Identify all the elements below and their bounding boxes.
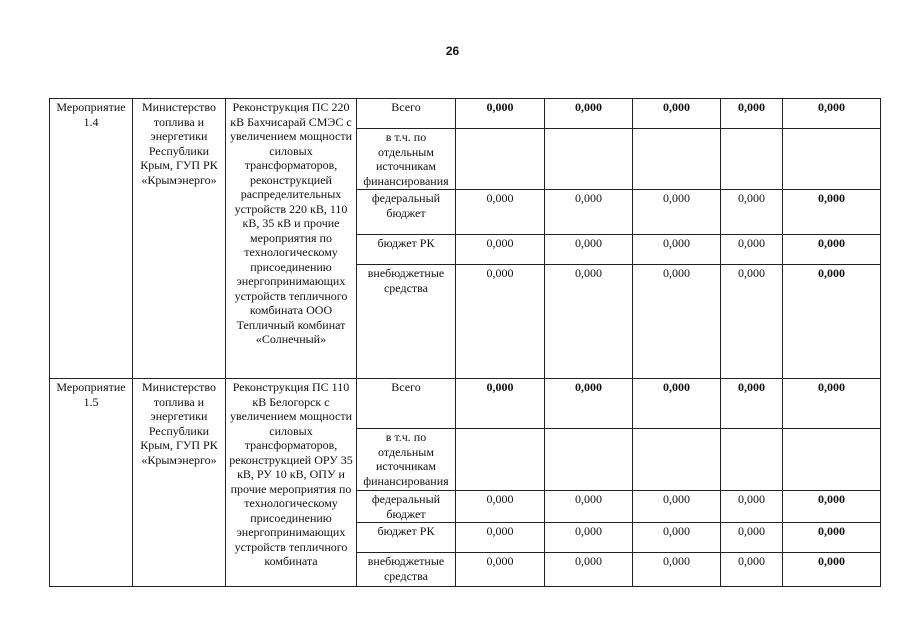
value-cell bbox=[545, 429, 633, 491]
value-cell bbox=[456, 429, 545, 491]
value-cell: 0,000 bbox=[456, 491, 545, 523]
value-cell: 0,000 bbox=[721, 235, 783, 265]
value-cell: 0,000 bbox=[783, 491, 881, 523]
value-cell: 0,000 bbox=[545, 99, 633, 129]
value-cell bbox=[721, 429, 783, 491]
value-cell: 0,000 bbox=[721, 553, 783, 587]
value-cell: 0,000 bbox=[721, 491, 783, 523]
value-cell bbox=[633, 429, 721, 491]
value-cell: 0,000 bbox=[633, 235, 721, 265]
value-cell: 0,000 bbox=[783, 265, 881, 379]
value-cell bbox=[783, 129, 881, 190]
value-cell: 0,000 bbox=[633, 190, 721, 235]
executor-cell: Министерство топлива и энергетики Республики Крым, ГУП РК «Крымэнерго» bbox=[133, 379, 226, 587]
description-cell: Реконструкция ПС 220 кВ Бахчисарай СМЭС с увеличением мощности силовых трансформаторов, реконструкцией распределительных устройств 220 кВ, 110 кВ, 35 кВ и прочие мероприятия по технологическому присоединению энергопринимающих устройств тепличного комбината ООО Тепличный комбинат «Солнечный» bbox=[226, 99, 357, 379]
value-cell bbox=[633, 129, 721, 190]
table-row bbox=[50, 379, 881, 429]
value-cell: 0,000 bbox=[545, 553, 633, 587]
value-cell: 0,000 bbox=[633, 523, 721, 553]
value-cell: 0,000 bbox=[456, 553, 545, 587]
value-cell: 0,000 bbox=[456, 190, 545, 235]
value-cell: 0,000 bbox=[456, 523, 545, 553]
funding-source-cell: внебюджетные средства bbox=[357, 553, 456, 587]
value-cell: 0,000 bbox=[456, 379, 545, 429]
value-cell: 0,000 bbox=[633, 379, 721, 429]
value-cell: 0,000 bbox=[545, 491, 633, 523]
description-cell: Реконструкция ПС 110 кВ Белогорск с увеличением мощности силовых трансформаторов, реконструкцией ОРУ 35 кВ, РУ 10 кВ, ОПУ и прочие мероприятия по технологическому присоединению энергопринимающих устройств тепличного комбината bbox=[226, 379, 357, 587]
page-number: 26 bbox=[445, 44, 460, 58]
value-cell: 0,000 bbox=[783, 190, 881, 235]
value-cell: 0,000 bbox=[633, 99, 721, 129]
value-cell: 0,000 bbox=[783, 99, 881, 129]
value-cell bbox=[456, 129, 545, 190]
budget-table-body bbox=[50, 99, 881, 587]
executor-cell: Министерство топлива и энергетики Республики Крым, ГУП РК «Крымэнерго» bbox=[133, 99, 226, 379]
funding-source-cell: федеральный бюджет bbox=[357, 491, 456, 523]
budget-table bbox=[49, 98, 881, 587]
value-cell: 0,000 bbox=[633, 553, 721, 587]
funding-source-cell: бюджет РК bbox=[357, 235, 456, 265]
value-cell: 0,000 bbox=[721, 523, 783, 553]
value-cell: 0,000 bbox=[633, 491, 721, 523]
value-cell bbox=[545, 129, 633, 190]
table-row bbox=[50, 99, 881, 129]
funding-source-cell: Всего bbox=[357, 99, 456, 129]
value-cell: 0,000 bbox=[721, 190, 783, 235]
value-cell: 0,000 bbox=[721, 265, 783, 379]
funding-source-cell: в т.ч. по отдельным источникам финансирования bbox=[357, 429, 456, 491]
value-cell: 0,000 bbox=[545, 235, 633, 265]
value-cell: 0,000 bbox=[456, 265, 545, 379]
value-cell: 0,000 bbox=[783, 553, 881, 587]
funding-source-cell: в т.ч. по отдельным источникам финансирования bbox=[357, 129, 456, 190]
funding-source-cell: федеральный бюджет bbox=[357, 190, 456, 235]
value-cell bbox=[783, 429, 881, 491]
value-cell: 0,000 bbox=[456, 99, 545, 129]
value-cell: 0,000 bbox=[456, 235, 545, 265]
value-cell: 0,000 bbox=[721, 99, 783, 129]
funding-source-cell: Всего bbox=[357, 379, 456, 429]
funding-source-cell: внебюджетные средства bbox=[357, 265, 456, 379]
value-cell: 0,000 bbox=[783, 379, 881, 429]
activity-id-cell: Мероприятие 1.5 bbox=[50, 379, 133, 587]
value-cell: 0,000 bbox=[545, 265, 633, 379]
value-cell: 0,000 bbox=[545, 523, 633, 553]
value-cell: 0,000 bbox=[721, 379, 783, 429]
value-cell: 0,000 bbox=[545, 190, 633, 235]
value-cell: 0,000 bbox=[783, 523, 881, 553]
value-cell: 0,000 bbox=[633, 265, 721, 379]
value-cell: 0,000 bbox=[783, 235, 881, 265]
value-cell bbox=[721, 129, 783, 190]
value-cell: 0,000 bbox=[545, 379, 633, 429]
activity-id-cell: Мероприятие 1.4 bbox=[50, 99, 133, 379]
funding-source-cell: бюджет РК bbox=[357, 523, 456, 553]
